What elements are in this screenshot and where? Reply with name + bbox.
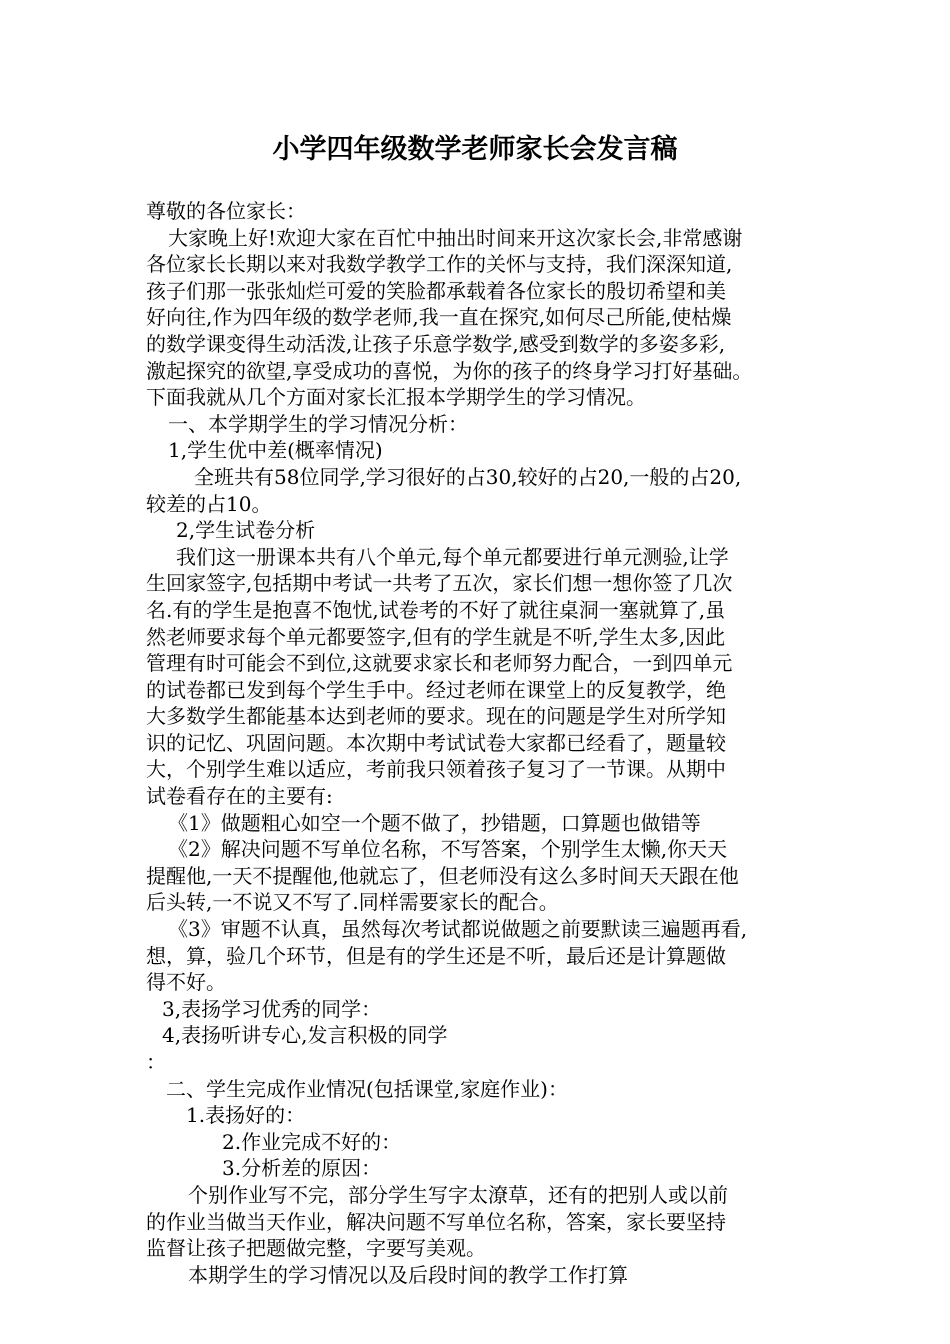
- document-title: 小学四年级数学老师家长会发言稿: [272, 134, 678, 165]
- subsection-heading: 1.表扬好的：: [186, 1103, 306, 1128]
- paragraph-line: 后头转,一不说又不写了.同样需要家长的配合。: [146, 890, 559, 915]
- list-item: 《3》审题不认真，虽然每次考试都说做题之前要默读三遍题再看,: [168, 917, 748, 942]
- paragraph-line: 大多数学生都能基本达到老师的要求。现在的问题是学生对所学知: [146, 704, 726, 729]
- subsection-heading: 2.作业完成不好的：: [222, 1129, 402, 1154]
- paragraph-line: 得不好。: [146, 970, 226, 995]
- paragraph-line: 较差的占10。: [146, 491, 272, 516]
- paragraph-line: 的作业当做当天作业，解决问题不写单位名称，答案，家长要坚持: [146, 1209, 726, 1234]
- document-body: [146, 198, 818, 1288]
- subsection-heading: 4,表扬听讲专心,发言积极的同学: [162, 1023, 448, 1048]
- paragraph-line: 然老师要求每个单元都要签字,但有的学生就是不听,学生太多,因此: [146, 624, 726, 649]
- salutation-line: 尊敬的各位家长：: [146, 199, 306, 223]
- paragraph-line: 个别作业写不完，部分学生写字太潦草，还有的把别人或以前: [188, 1182, 728, 1207]
- paragraph-line: 激起探究的欲望,享受成功的喜悦，为你的孩子的终身学习打好基础。: [146, 358, 753, 383]
- paragraph-line: 试卷看存在的主要有:: [146, 784, 333, 809]
- paragraph-line: 孩子们那一张张灿烂可爱的笑脸都承载着各位家长的殷切希望和美: [146, 278, 726, 303]
- paragraph-line: 生回家签字,包括期中考试一共考了五次，家长们想一想你签了几次: [146, 571, 733, 596]
- list-item: 《1》做题粗心如空一个题不做了，抄错题，口算题也做错等: [168, 810, 701, 835]
- paragraph-line: 的数学课变得生动活泼,让孩子乐意学数学,感受到数学的多姿多彩,: [146, 331, 726, 356]
- paragraph-line: 提醒他,一天不提醒他,他就忘了，但老师没有这么多时间天天跟在他: [146, 863, 739, 888]
- subsection-heading: 3,表扬学习优秀的同学：: [162, 996, 382, 1021]
- paragraph-line: 我们这一册课本共有八个单元,每个单元都要进行单元测验,让学: [176, 544, 729, 569]
- subsection-heading: 2,学生试卷分析: [176, 518, 316, 543]
- paragraph-line: 下面我就从几个方面对家长汇报本学期学生的学习情况。: [146, 385, 646, 410]
- section-heading: 二、学生完成作业情况(包括课堂,家庭作业)：: [166, 1076, 568, 1101]
- list-item: 《2》解决问题不写单位名称，不写答案，个别学生太懒,你天天: [168, 837, 728, 862]
- paragraph-line: 好向往,作为四年级的数学老师,我一直在探究,如何尽己所能,使枯燥: [146, 305, 732, 330]
- subsection-heading: 3.分析差的原因：: [222, 1156, 382, 1181]
- paragraph-line: 全班共有58位同学,学习很好的占30,较好的占20,一般的占20,: [194, 464, 742, 489]
- paragraph-line: 大家晚上好!欢迎大家在百忙中抽出时间来开这次家长会,非常感谢: [168, 225, 743, 250]
- paragraph-line: 管理有时可能会不到位,这就要求家长和老师努力配合，一到四单元: [146, 651, 733, 676]
- paragraph-line: ：: [146, 1050, 166, 1074]
- paragraph-line: 大，个别学生难以适应，考前我只领着孩子复习了一节课。从期中: [146, 757, 726, 782]
- subsection-heading: 1,学生优中差(概率情况): [168, 438, 383, 463]
- paragraph-line: 想，算，验几个环节，但是有的学生还是不听，最后还是计算题做: [146, 943, 726, 968]
- section-heading: 一、本学期学生的学习情况分析：: [168, 411, 468, 436]
- paragraph-line: 本期学生的学习情况以及后段时间的教学工作打算: [188, 1262, 628, 1287]
- paragraph-line: 监督让孩子把题做完整，字要写美观。: [146, 1236, 486, 1261]
- paragraph-line: 的试卷都已发到每个学生手中。经过老师在课堂上的反复教学，绝: [146, 677, 726, 702]
- paragraph-line: 识的记忆、巩固问题。本次期中考试试卷大家都已经看了，题量较: [146, 730, 726, 755]
- paragraph-line: 名.有的学生是抱喜不饱忧,试卷考的不好了就往桌洞一塞就算了,虽: [146, 597, 726, 622]
- paragraph-line: 各位家长长期以来对我数学教学工作的关怀与支持，我们深深知道,: [146, 252, 733, 277]
